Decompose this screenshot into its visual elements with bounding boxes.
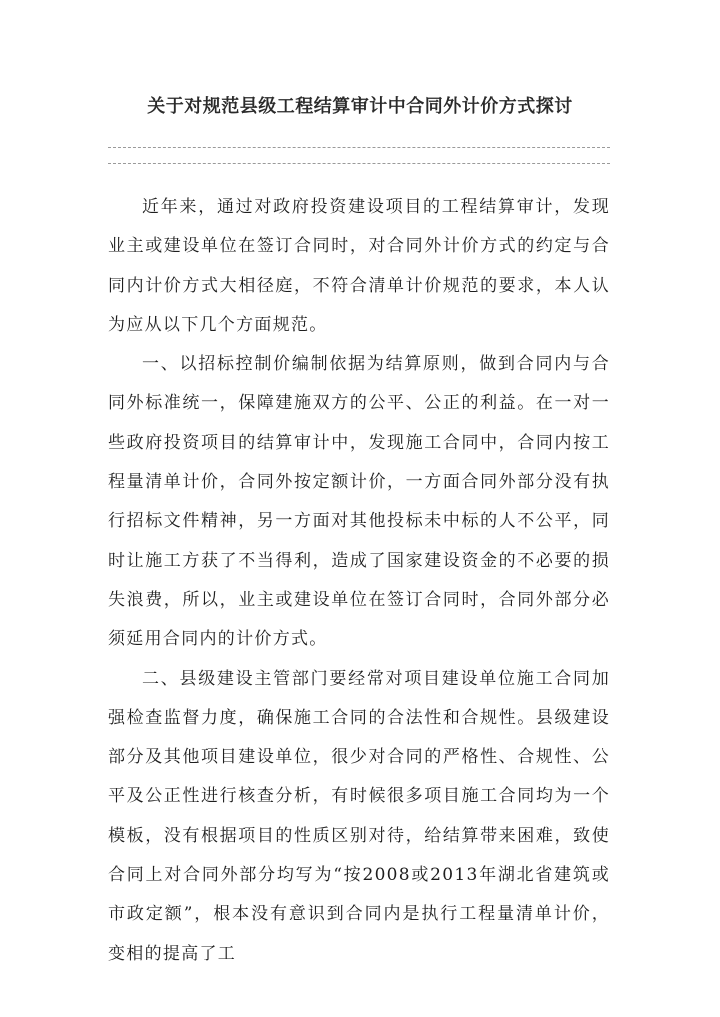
title-divider-bottom [108,163,610,164]
paragraph-point-two: 二、县级建设主管部门要经常对项目建设单位施工合同加强检查监督力度，确保施工合同的合法性和合规性。县级建设部分及其他项目建设单位，很少对合同的严格性、合规性、公平及公正性进行核查分析，有时候很多项目施工合同均为一个模板，没有根据项目的性质区别对待，给结算带来困难，致使合同上对合同外部分均写为“按2008或2013年湖北省建筑或市政定额”，根本没有意识到合同内是执行工程量清单计价，变相的提高了工 [108,668,610,964]
document-body [108,188,610,974]
title-divider-top [108,147,610,148]
document-title: 关于对规范县级工程结算审计中合同外计价方式探讨 [147,96,573,117]
paragraph-intro: 近年来，通过对政府投资建设项目的工程结算审计，发现业主或建设单位在签订合同时，对合同外计价方式的约定与合同内计价方式大相径庭，不符合清单计价规范的要求，本人认为应从以下几个方面规范。 [108,197,610,335]
paragraph-point-one: 一、以招标控制价编制依据为结算原则，做到合同内与合同外标准统一，保障建施双方的公平、公正的利益。在一对一些政府投资项目的结算审计中，发现施工合同中，合同内按工程量清单计价，合同外按定额计价，一方面合同外部分没有执行招标文件精神，另一方面对其他投标未中标的人不公平，同时让施工方获了不当得利，造成了国家建设资金的不必要的损失浪费，所以，业主或建设单位在签订合同时，合同外部分必须延用合同内的计价方式。 [108,354,610,650]
